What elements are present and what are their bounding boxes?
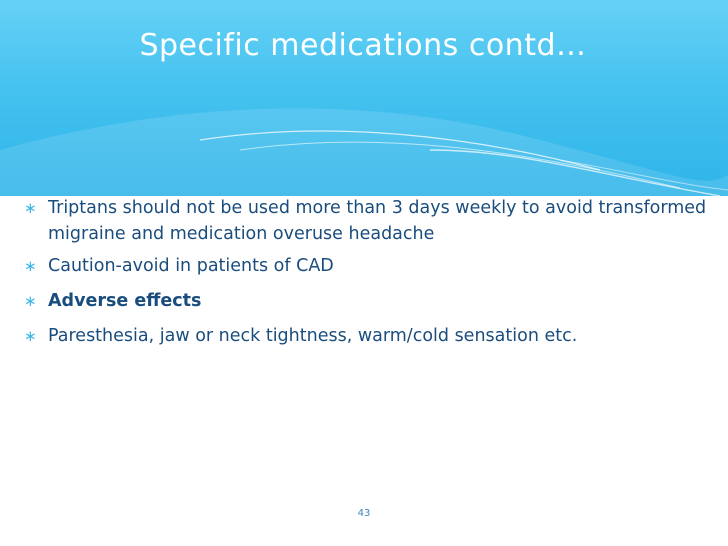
bullet-item [24, 253, 714, 279]
bullet-text: Caution-avoid in patients of CAD [48, 256, 334, 276]
header-banner [0, 0, 728, 196]
page-number: 43 [357, 508, 371, 519]
bullet-item [24, 323, 714, 349]
bullet-item [24, 195, 714, 247]
asterisk-bullet-icon: ∗ [24, 292, 37, 310]
asterisk-bullet-icon: ∗ [24, 257, 37, 275]
asterisk-bullet-icon: ∗ [24, 199, 37, 217]
asterisk-bullet-icon: ∗ [24, 327, 37, 345]
slide-title: Specific medications contd… [139, 28, 587, 63]
bullet-text: Paresthesia, jaw or neck tightness, warm/cold sensation etc. [48, 326, 578, 346]
bullet-list [24, 195, 714, 358]
bullet-text-bold: Adverse effects [48, 291, 202, 311]
bullet-item [24, 288, 714, 314]
bullet-text: Triptans should not be used more than 3 days weekly to avoid transformed migraine and medication overuse headache [48, 198, 707, 244]
